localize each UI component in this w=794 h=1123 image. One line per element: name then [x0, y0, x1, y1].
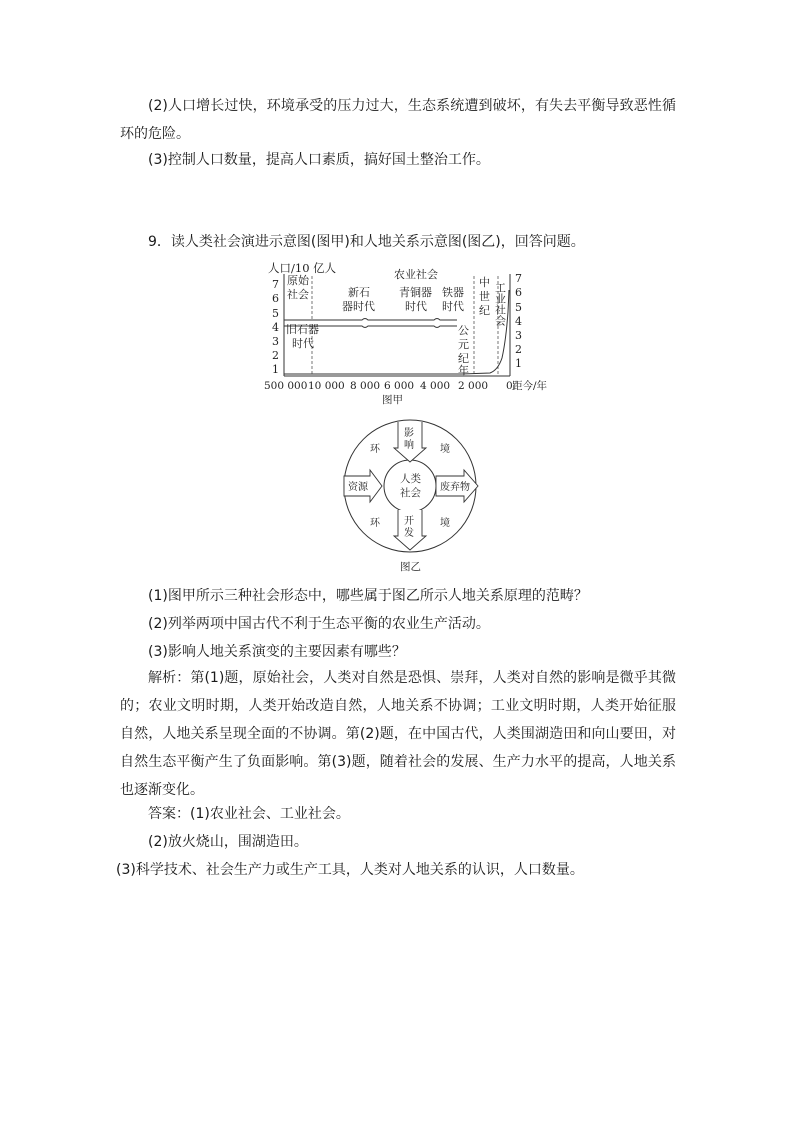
label-iron-age: 铁器 — [442, 286, 464, 299]
y-ticks-left — [272, 278, 279, 376]
svg-text:4 000: 4 000 — [420, 380, 451, 392]
svg-text:年: 年 — [458, 364, 469, 377]
figure-jia-caption: 图甲 — [382, 394, 403, 406]
svg-text:资源: 资源 — [348, 482, 368, 493]
question-stem: 9．读人类社会演进示意图(图甲)和人地关系示意图(图乙)，回答问题。 — [148, 234, 585, 250]
env-label-bottom-left: 环 — [370, 518, 380, 529]
svg-text:影: 影 — [404, 428, 414, 439]
svg-text:世: 世 — [479, 290, 490, 303]
svg-text:8 000: 8 000 — [350, 380, 381, 392]
question-3: (3)影响人地关系演变的主要因素有哪些？ — [148, 644, 406, 660]
svg-text:社会: 社会 — [400, 487, 421, 499]
label-paleolithic: 旧石器 — [286, 323, 319, 336]
center-human-society: 人类 — [400, 473, 421, 485]
analysis-paragraph: 解析：第(1)题，原始社会，人类对自然是恐惧、崇拜，人类对自然的影响是微乎其微的；农业文明时期，人类开始改造自然，人地关系不协调；工业文明时期，人类开始征服自然，人地关系呈现全面的不协调。第(2)题，在中国古代，人类围湖造田和向山要田，对自然生态平衡产生了负面影响。第(3)题，随着社会的发展、生产力水平的提高，人地关系也逐渐变化。 — [120, 670, 676, 798]
svg-text:4: 4 — [272, 321, 279, 334]
svg-text:7: 7 — [272, 278, 279, 291]
svg-text:纪: 纪 — [458, 352, 469, 365]
svg-text:纪: 纪 — [479, 304, 490, 317]
label-agricultural-society: 农业社会 — [394, 268, 438, 281]
intro-paragraph-3: (3)控制人口数量，提高人口素质，搞好国土整治工作。 — [148, 152, 490, 168]
svg-text:2 000: 2 000 — [458, 380, 489, 392]
question-2: (2)列举两项中国古代不利于生态平衡的农业生产活动。 — [148, 616, 490, 632]
figure-jia — [262, 260, 562, 408]
answer-2: (2)放火烧山，围湖造田。 — [148, 834, 308, 850]
y-axis-label: 人口/10 亿人 — [268, 261, 337, 275]
svg-text:6: 6 — [515, 286, 522, 299]
svg-text:0: 0 — [506, 380, 513, 392]
svg-text:10 000: 10 000 — [308, 380, 345, 392]
svg-text:器时代: 器时代 — [342, 300, 375, 313]
svg-text:3: 3 — [515, 329, 522, 342]
svg-text:社会: 社会 — [287, 288, 309, 301]
svg-text:6 000: 6 000 — [384, 380, 415, 392]
svg-text:5: 5 — [272, 307, 279, 320]
label-ad-era: 公 — [458, 324, 469, 337]
svg-text:时代: 时代 — [405, 300, 427, 313]
x-ticks — [264, 380, 513, 392]
svg-text:500 000: 500 000 — [264, 380, 308, 392]
svg-text:4: 4 — [515, 315, 522, 328]
figure-yi-caption: 图乙 — [400, 561, 421, 573]
svg-text:5: 5 — [515, 301, 522, 314]
question-1: (1)图甲所示三种社会形态中，哪些属于图乙所示人地关系原理的范畴？ — [148, 588, 588, 604]
env-label-top-right: 境 — [440, 444, 450, 455]
env-label-bottom-right: 境 — [440, 518, 450, 529]
label-primitive-society: 原始 — [287, 274, 309, 287]
figure-yi — [336, 418, 486, 574]
x-axis-unit: 距今/年 — [512, 380, 548, 392]
svg-text:废弃物: 废弃物 — [440, 482, 470, 493]
svg-text:2: 2 — [272, 349, 279, 362]
svg-text:3: 3 — [272, 335, 279, 348]
svg-text:元: 元 — [458, 338, 469, 351]
env-label-top-left: 环 — [370, 444, 380, 455]
label-industrial-society — [494, 282, 507, 327]
label-bronze-age: 青铜器 — [399, 286, 432, 299]
answer-3: (3)科学技术、社会生产力或生产工具，人类对人地关系的认识，人口数量。 — [116, 862, 584, 878]
svg-text:发: 发 — [404, 528, 414, 539]
svg-text:开: 开 — [404, 516, 414, 527]
svg-text:响: 响 — [404, 440, 414, 451]
svg-text:时代: 时代 — [292, 337, 314, 350]
y-ticks-right — [515, 272, 522, 370]
svg-text:6: 6 — [272, 292, 279, 305]
intro-paragraph-2: (2)人口增长过快，环境承受的压力过大，生态系统遭到破坏，有失去平衡导致恶性循环的危险。 — [120, 98, 676, 142]
svg-text:工业社会: 工业社会 — [493, 282, 507, 326]
answer-1: 答案：(1)农业社会、工业社会。 — [148, 806, 350, 822]
svg-text:2: 2 — [515, 343, 522, 356]
svg-text:7: 7 — [515, 272, 522, 285]
label-middle-ages: 中 — [479, 276, 490, 289]
svg-text:1: 1 — [515, 357, 522, 370]
svg-text:1: 1 — [272, 363, 279, 376]
label-neolithic: 新石 — [348, 286, 370, 299]
svg-text:时代: 时代 — [442, 300, 464, 313]
